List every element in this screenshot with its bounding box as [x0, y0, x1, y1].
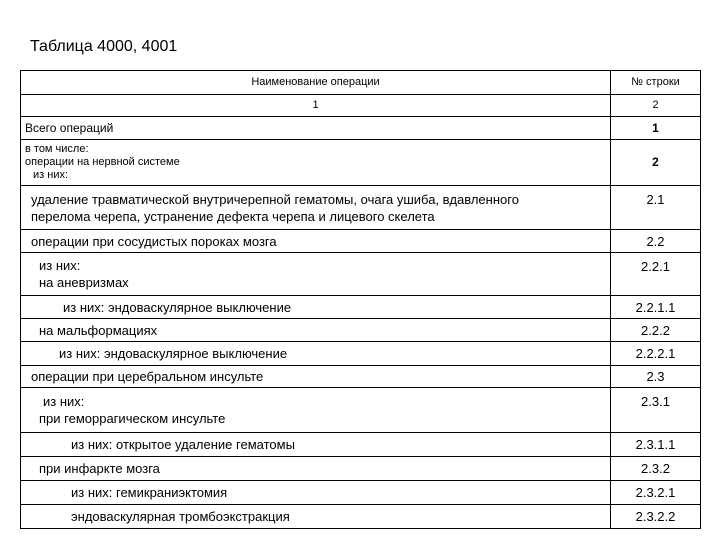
row-number: 2.2 — [611, 230, 701, 253]
table-row — [21, 253, 701, 296]
table-row — [21, 117, 701, 140]
header-name: Наименование операции — [21, 71, 611, 95]
row-label: в том числе: операции на нервной системе из них: — [21, 140, 611, 186]
row-number: 2.3 — [611, 366, 701, 388]
row-label: на мальформациях — [21, 319, 611, 342]
header-row-number: № строки — [611, 71, 701, 95]
table-row — [21, 342, 701, 366]
row-label: операции при церебральном инсульте — [21, 366, 611, 388]
table-row — [21, 433, 701, 457]
row-label: из них: эндоваскулярное выключение — [21, 342, 611, 366]
column-number-1: 1 — [21, 95, 611, 117]
row-label: из них: при геморрагическом инсульте — [21, 388, 611, 433]
row-label: эндоваскулярная тромбоэкстракция — [21, 505, 611, 529]
table-row — [21, 505, 701, 529]
row-label: из них: на аневризмах — [21, 253, 611, 296]
row-number: 2.3.2 — [611, 457, 701, 481]
table-row — [21, 186, 701, 230]
table-row — [21, 319, 701, 342]
table-row — [21, 481, 701, 505]
header-row — [21, 71, 701, 95]
table-row — [21, 457, 701, 481]
table-row — [21, 388, 701, 433]
row-label: из них: гемикраниэктомия — [21, 481, 611, 505]
row-number: 2.3.1 — [611, 388, 701, 433]
table-row — [21, 296, 701, 319]
operations-table — [20, 70, 701, 529]
row-label: из них: эндоваскулярное выключение — [21, 296, 611, 319]
row-label: операции при сосудистых пороках мозга — [21, 230, 611, 253]
row-number: 2.2.1.1 — [611, 296, 701, 319]
row-number: 2.3.2.2 — [611, 505, 701, 529]
table-row — [21, 140, 701, 186]
table-title: Таблица 4000, 4001 — [30, 38, 178, 55]
row-number: 2.1 — [611, 186, 701, 230]
column-number-row — [21, 95, 701, 117]
column-number-2: 2 — [611, 95, 701, 117]
row-number: 1 — [611, 117, 701, 140]
row-number: 2.2.1 — [611, 253, 701, 296]
row-label: Всего операций — [21, 117, 611, 140]
row-number: 2.2.2.1 — [611, 342, 701, 366]
table-row — [21, 230, 701, 253]
row-label: из них: открытое удаление гематомы — [21, 433, 611, 457]
row-number: 2.3.1.1 — [611, 433, 701, 457]
row-number: 2 — [611, 140, 701, 186]
row-number: 2.3.2.1 — [611, 481, 701, 505]
row-number: 2.2.2 — [611, 319, 701, 342]
row-label: удаление травматической внутричерепной гематомы, очага ушиба, вдавленного перелома черепа, устранение дефекта черепа и лицевого скелета — [21, 186, 611, 230]
table-row — [21, 366, 701, 388]
row-label: при инфаркте мозга — [21, 457, 611, 481]
